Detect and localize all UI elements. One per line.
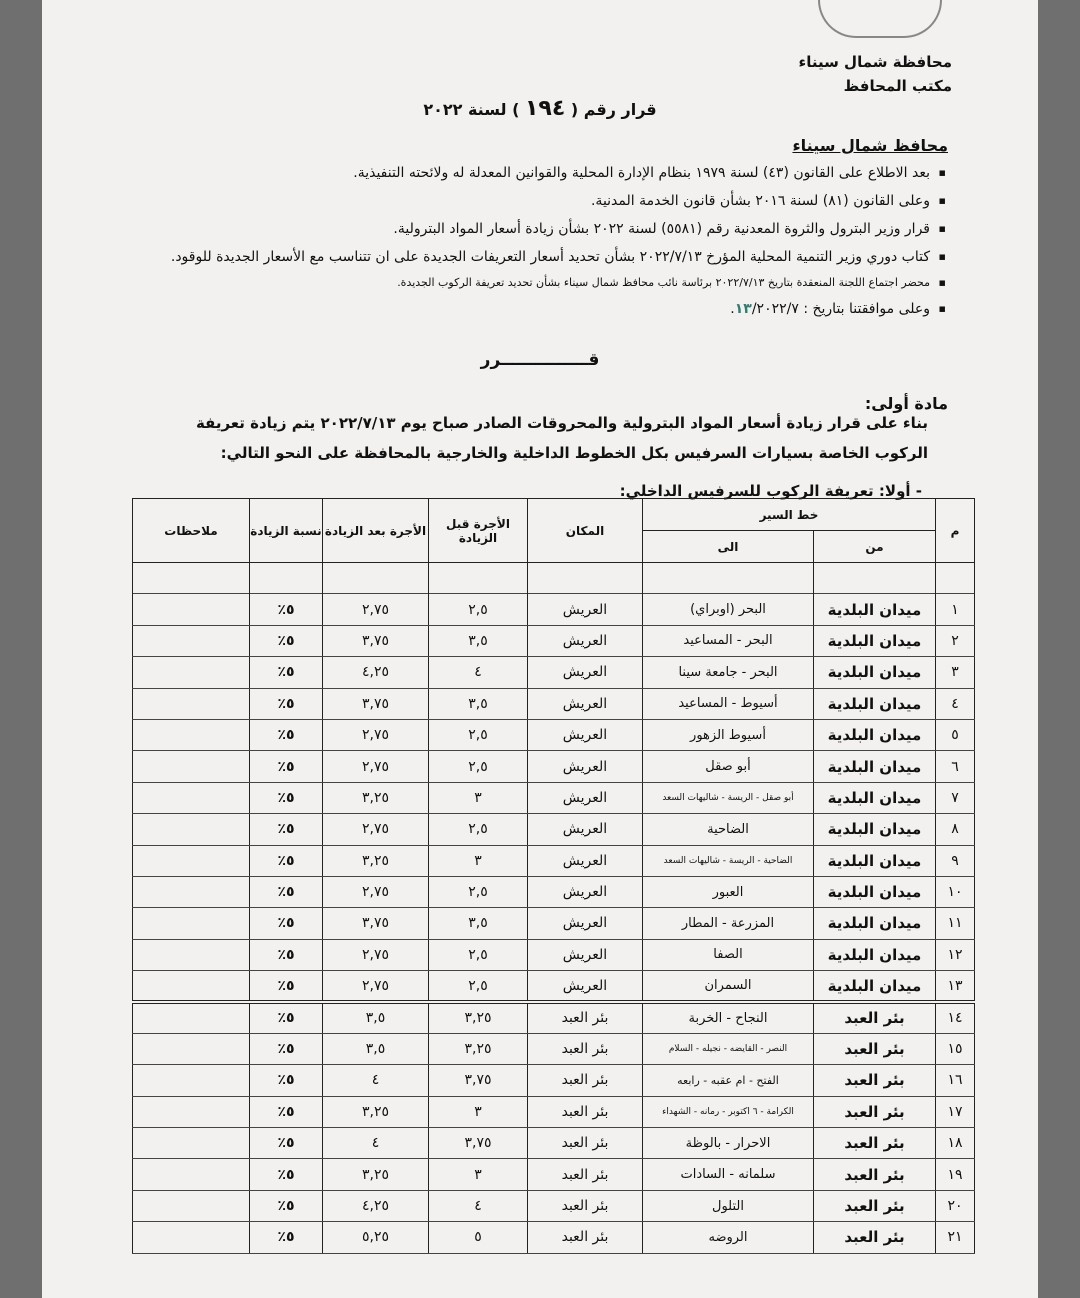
row-fare-before: ٣,٢٥ [429,1002,528,1033]
row-num: ١٤ [936,1002,975,1033]
row-fare-after: ٣,٧٥ [323,688,429,719]
row-to: النصر - القايضه - نجيله - السلام [643,1033,814,1064]
seal-emblem-icon [818,0,942,38]
header-route: خط السير [643,499,936,531]
row-fare-before: ٣ [429,1159,528,1190]
row-from: بئر العبد [814,1096,936,1127]
row-to: أسيوط الزهور [643,719,814,750]
row-increase: ٥٪ [250,625,323,656]
row-num: ١٥ [936,1033,975,1064]
row-notes [133,1096,250,1127]
row-place: بئر العبد [528,1096,643,1127]
table-row [133,594,975,625]
article-title: مادة أولى: [864,394,948,413]
header-to: الى [643,531,814,563]
fare-table [132,498,975,1254]
row-from: ميدان البلدية [814,657,936,688]
table-row [133,1033,975,1064]
table-row [133,1096,975,1127]
row-notes [133,1065,250,1096]
row-notes [133,876,250,907]
preamble-item: ▪ محضر اجتماع اللجنة المنعقدة بتاريخ ٢٠٢٢/٧/١٣ برئاسة نائب محافظ شمال سيناء بشأن تحديد تعريفة الركوب الجديدة. [88,271,930,295]
row-fare-after: ٣,٥ [323,1033,429,1064]
row-to: الكرامة - ٦ اكتوبر - رمانه - الشهداء [643,1096,814,1127]
row-from: ميدان البلدية [814,845,936,876]
approval-item [88,295,930,323]
row-from: ميدان البلدية [814,594,936,625]
row-fare-before: ٣,٥ [429,688,528,719]
row-place: بئر العبد [528,1159,643,1190]
row-increase: ٥٪ [250,1096,323,1127]
row-fare-before: ٤ [429,1190,528,1221]
table-row [133,625,975,656]
row-place: بئر العبد [528,1222,643,1253]
row-place: بئر العبد [528,1128,643,1159]
row-place: بئر العبد [528,1190,643,1221]
approval-prefix: وعلى موافقتنا بتاريخ : [803,301,930,317]
table-row [133,1002,975,1033]
decision-title: قـــــــــــــــرر [480,350,600,370]
approval-date-rest: /٢٠٢٢/٧. [730,301,799,317]
row-from: ميدان البلدية [814,971,936,1002]
row-place: العريش [528,876,643,907]
row-notes [133,782,250,813]
row-to: الروضه [643,1222,814,1253]
table-row [133,1128,975,1159]
row-num: ١٩ [936,1159,975,1190]
row-num: ١ [936,594,975,625]
row-from: بئر العبد [814,1128,936,1159]
row-place: العريش [528,657,643,688]
preamble-heading: محافظ شمال سيناء [792,136,948,155]
table-row [133,1190,975,1221]
row-notes [133,751,250,782]
table-row [133,751,975,782]
row-increase: ٥٪ [250,751,323,782]
row-num: ١٨ [936,1128,975,1159]
preamble-item: ▪ وعلى القانون (٨١) لسنة ٢٠١٦ بشأن قانون الخدمة المدنية. [88,187,930,215]
row-fare-before: ٣ [429,782,528,813]
preamble-item: ▪ قرار وزير البترول والثروة المعدنية رقم (٥٥٨١) لسنة ٢٠٢٢ بشأن زيادة أسعار المواد البترولية. [88,215,930,243]
table-row [133,908,975,939]
row-to: الفتح - ام عقبه - رابعه [643,1065,814,1096]
row-fare-before: ٥ [429,1222,528,1253]
row-from: ميدان البلدية [814,939,936,970]
row-increase: ٥٪ [250,719,323,750]
table-row [133,814,975,845]
row-fare-after: ٤ [323,1065,429,1096]
row-increase: ٥٪ [250,845,323,876]
row-place: العريش [528,908,643,939]
governorate-name: محافظة شمال سيناء [798,53,952,71]
article-text: بناء على قرار زيادة أسعار المواد البترولية والمحروقات الصادر صباح يوم ٢٠٢٢/٧/١٣ يتم زيادة تعريفة الركوب الخاصة بسيارات السرفيس بكل الخطوط الداخلية والخارجية بالمحافظة على النحو التالي: [195,414,928,462]
row-fare-after: ٣,٥ [323,1002,429,1033]
row-to: البحر - المساعيد [643,625,814,656]
row-num: ١٠ [936,876,975,907]
row-increase: ٥٪ [250,939,323,970]
row-fare-after: ٢,٧٥ [323,594,429,625]
header-num: م [936,499,975,563]
row-fare-after: ٢,٧٥ [323,876,429,907]
row-place: العريش [528,688,643,719]
row-to: سلمانه - السادات [643,1159,814,1190]
row-num: ٢١ [936,1222,975,1253]
row-fare-after: ٤ [323,1128,429,1159]
row-notes [133,939,250,970]
header-increase: نسبة الزيادة [250,499,323,563]
row-increase: ٥٪ [250,594,323,625]
row-fare-after: ٢,٧٥ [323,719,429,750]
row-fare-before: ٣,٢٥ [429,1033,528,1064]
row-notes [133,688,250,719]
decree-prefix: قرار رقم ( [570,100,657,119]
preamble-list [88,159,948,323]
row-from: ميدان البلدية [814,688,936,719]
row-fare-before: ٢,٥ [429,876,528,907]
row-fare-after: ٢,٧٥ [323,971,429,1002]
row-notes [133,1002,250,1033]
row-increase: ٥٪ [250,1222,323,1253]
row-fare-after: ٣,٢٥ [323,1096,429,1127]
row-to: أبو صقل - الريسة - شاليهات السعد [643,782,814,813]
row-fare-before: ٢,٥ [429,939,528,970]
row-increase: ٥٪ [250,814,323,845]
table-row [133,971,975,1002]
row-num: ٨ [936,814,975,845]
table-row [133,719,975,750]
row-notes [133,1222,250,1253]
row-place: العريش [528,751,643,782]
row-notes [133,594,250,625]
row-fare-after: ٣,٢٥ [323,782,429,813]
row-num: ٢ [936,625,975,656]
table-row [133,845,975,876]
row-num: ٧ [936,782,975,813]
row-num: ٥ [936,719,975,750]
row-to: أسيوط - المساعيد [643,688,814,719]
row-from: بئر العبد [814,1033,936,1064]
row-increase: ٥٪ [250,908,323,939]
row-from: بئر العبد [814,1159,936,1190]
letterhead [799,50,952,98]
row-num: ١٢ [936,939,975,970]
row-fare-after: ٤,٢٥ [323,1190,429,1221]
row-increase: ٥٪ [250,782,323,813]
row-increase: ٥٪ [250,1033,323,1064]
row-notes [133,657,250,688]
row-fare-after: ٢,٧٥ [323,814,429,845]
row-increase: ٥٪ [250,876,323,907]
row-fare-before: ٣,٧٥ [429,1065,528,1096]
row-num: ٣ [936,657,975,688]
row-fare-after: ٣,٢٥ [323,1159,429,1190]
table-row [133,782,975,813]
table-row [133,1159,975,1190]
row-from: ميدان البلدية [814,625,936,656]
row-fare-after: ٥,٢٥ [323,1222,429,1253]
row-fare-after: ٤,٢٥ [323,657,429,688]
row-fare-before: ٣ [429,1096,528,1127]
row-increase: ٥٪ [250,1002,323,1033]
row-notes [133,908,250,939]
header-fare-before: الأجرة قبل الزيادة [429,499,528,563]
row-place: العريش [528,719,643,750]
row-num: ١٣ [936,971,975,1002]
row-place: العريش [528,625,643,656]
decree-number: ١٩٤ [524,96,566,121]
header-notes: ملاحظات [133,499,250,563]
row-fare-after: ٣,٢٥ [323,845,429,876]
table-row [133,876,975,907]
row-to: الضاحية - الريسة - شاليهات السعد [643,845,814,876]
row-to: التلول [643,1190,814,1221]
row-to: البحر (اوبراي) [643,594,814,625]
row-increase: ٥٪ [250,1190,323,1221]
row-from: بئر العبد [814,1065,936,1096]
row-to: السمران [643,971,814,1002]
row-from: ميدان البلدية [814,782,936,813]
row-place: العريش [528,594,643,625]
row-notes [133,1190,250,1221]
row-fare-before: ٢,٥ [429,719,528,750]
row-place: العريش [528,814,643,845]
office-name: مكتب المحافظ [843,77,952,95]
table-row [133,657,975,688]
decree-suffix: ) لسنة ٢٠٢٢ [423,100,520,119]
preamble [88,136,948,323]
row-from: بئر العبد [814,1190,936,1221]
row-fare-before: ٣,٧٥ [429,1128,528,1159]
row-notes [133,814,250,845]
row-notes [133,1128,250,1159]
row-fare-before: ٢,٥ [429,751,528,782]
row-fare-after: ٢,٧٥ [323,751,429,782]
row-num: ٩ [936,845,975,876]
preamble-item: ▪ بعد الاطلاع على القانون (٤٣) لسنة ١٩٧٩ بنظام الإدارة المحلية والقوانين المعدلة له ولائحته التنفيذية. [88,159,930,187]
row-place: العريش [528,939,643,970]
approval-day: ١٣ [734,301,752,317]
row-num: ٦ [936,751,975,782]
row-num: ٢٠ [936,1190,975,1221]
table-row [133,688,975,719]
row-from: ميدان البلدية [814,814,936,845]
decree-title [42,96,1038,121]
row-increase: ٥٪ [250,657,323,688]
row-to: المزرعة - المطار [643,908,814,939]
row-fare-before: ٢,٥ [429,814,528,845]
row-num: ١٦ [936,1065,975,1096]
row-num: ١٧ [936,1096,975,1127]
row-notes [133,971,250,1002]
row-fare-after: ٣,٧٥ [323,625,429,656]
table-row [133,1222,975,1253]
row-place: بئر العبد [528,1002,643,1033]
row-to: البحر - جامعة سينا [643,657,814,688]
row-notes [133,845,250,876]
row-fare-before: ٤ [429,657,528,688]
row-to: الاحرار - بالوظة [643,1128,814,1159]
row-fare-before: ٢,٥ [429,971,528,1002]
row-to: النجاح - الخربة [643,1002,814,1033]
row-from: بئر العبد [814,1002,936,1033]
row-place: بئر العبد [528,1033,643,1064]
row-notes [133,719,250,750]
row-increase: ٥٪ [250,1065,323,1096]
row-place: العريش [528,971,643,1002]
row-notes [133,1159,250,1190]
row-fare-before: ٢,٥ [429,594,528,625]
header-place: المكان [528,499,643,563]
row-fare-after: ٣,٧٥ [323,908,429,939]
row-increase: ٥٪ [250,688,323,719]
preamble-item: ▪ كتاب دوري وزير التنمية المحلية المؤرخ ٢٠٢٢/٧/١٣ بشأن تحديد أسعار التعريفات الجديدة على ان تتناسب مع الأسعار الجديدة للوقود. [88,243,930,271]
row-notes [133,1033,250,1064]
row-increase: ٥٪ [250,1128,323,1159]
row-fare-after: ٢,٧٥ [323,939,429,970]
section-title: - أولا: تعريفة الركوب للسرفيس الداخلي: [619,482,922,500]
row-place: بئر العبد [528,1065,643,1096]
document-page [42,0,1038,1298]
header-from: من [814,531,936,563]
header-fare-after: الأجرة بعد الزيادة [323,499,429,563]
row-to: العبور [643,876,814,907]
row-from: ميدان البلدية [814,908,936,939]
row-increase: ٥٪ [250,1159,323,1190]
row-place: العريش [528,845,643,876]
row-place: العريش [528,782,643,813]
row-fare-before: ٣,٥ [429,625,528,656]
row-to: أبو صقل [643,751,814,782]
row-from: ميدان البلدية [814,751,936,782]
table-row [133,1065,975,1096]
table-row [133,939,975,970]
row-from: ميدان البلدية [814,719,936,750]
row-from: بئر العبد [814,1222,936,1253]
row-to: الصفا [643,939,814,970]
row-to: الضاحية [643,814,814,845]
row-num: ٤ [936,688,975,719]
row-num: ١١ [936,908,975,939]
row-from: ميدان البلدية [814,876,936,907]
row-notes [133,625,250,656]
row-fare-before: ٣,٥ [429,908,528,939]
row-increase: ٥٪ [250,971,323,1002]
row-fare-before: ٣ [429,845,528,876]
